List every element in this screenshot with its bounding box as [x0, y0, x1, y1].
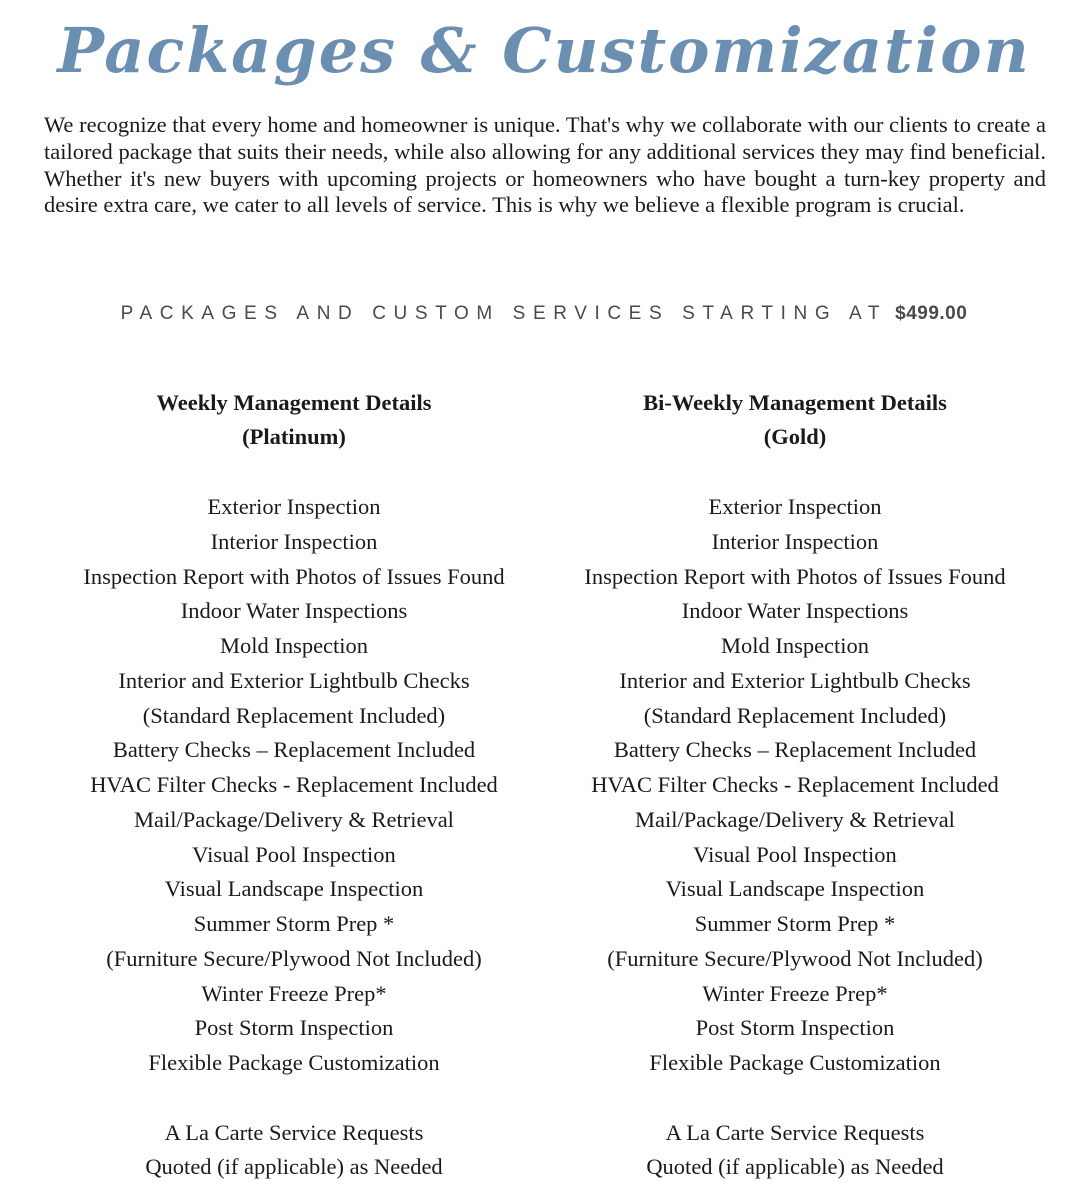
- service-item: A La Carte Service Requests: [665, 1119, 925, 1145]
- service-item: HVAC Filter Checks - Replacement Included: [90, 772, 498, 797]
- package-services-list: [545, 490, 1045, 1081]
- package-tier: (Platinum): [242, 424, 346, 449]
- service-item: (Standard Replacement Included): [643, 702, 947, 728]
- package-tier: (Gold): [763, 424, 827, 449]
- service-item: Inspection Report with Photos of Issues Found: [83, 563, 505, 589]
- service-item: Mold Inspection: [720, 633, 870, 658]
- service-item: Interior and Exterior Lightbulb Checks: [619, 667, 971, 693]
- service-item: (Furniture Secure/Plywood Not Included): [106, 945, 482, 971]
- service-item: A La Carte Service Requests: [164, 1119, 424, 1145]
- package-title: [545, 386, 1045, 454]
- page-title-text: Packages & Customization: [57, 14, 1031, 87]
- package-title-line1: Bi-Weekly Management Details: [643, 390, 947, 415]
- service-item: Visual Pool Inspection: [693, 841, 897, 867]
- intro-paragraph: We recognize that every home and homeowner is unique. That's why we collaborate with our clients to create a tailored package that suits their needs, while also allowing for any additional services they may find beneficial. Whether it's new buyers with upcoming projects or homeowners who have bought a turn-key property and desire extra care, we cater to all levels of service. This is why we believe a flexible program is crucial.: [44, 112, 1046, 218]
- package-title-line1: Weekly Management Details: [156, 390, 432, 415]
- package-platinum: [44, 386, 544, 1185]
- service-item: (Standard Replacement Included): [142, 702, 446, 728]
- service-item: Mail/Package/Delivery & Retrieval: [134, 806, 454, 832]
- page-title-script: [57, 0, 1031, 100]
- pricing-banner: [0, 303, 1088, 325]
- service-item: HVAC Filter Checks - Replacement Included: [591, 772, 999, 797]
- package-title: [44, 386, 544, 454]
- service-item: Exterior Inspection: [207, 494, 381, 519]
- service-item: Exterior Inspection: [708, 494, 882, 519]
- service-item: Mold Inspection: [219, 633, 369, 658]
- service-item: Interior Inspection: [210, 528, 378, 554]
- pricing-price: $499.00: [895, 303, 968, 324]
- service-item: Summer Storm Prep *: [694, 911, 896, 936]
- service-item: Battery Checks – Replacement Included: [613, 737, 977, 763]
- package-services-list: [44, 490, 544, 1081]
- service-item: Visual Landscape Inspection: [665, 876, 925, 902]
- service-item: Summer Storm Prep *: [193, 911, 395, 936]
- service-item: Winter Freeze Prep*: [702, 980, 888, 1006]
- service-item: Battery Checks – Replacement Included: [112, 737, 476, 763]
- service-item: Quoted (if applicable) as Needed: [646, 1154, 944, 1180]
- service-item: Post Storm Inspection: [695, 1015, 895, 1041]
- package-extra-list: [44, 1116, 544, 1185]
- service-item: Flexible Package Customization: [649, 1050, 941, 1075]
- service-item: Visual Pool Inspection: [192, 841, 396, 867]
- pricing-label: PACKAGES AND CUSTOM SERVICES STARTING AT: [120, 303, 888, 324]
- service-item: Post Storm Inspection: [194, 1015, 394, 1041]
- service-item: Interior Inspection: [711, 528, 879, 554]
- service-item: (Furniture Secure/Plywood Not Included): [607, 945, 983, 971]
- service-item: Quoted (if applicable) as Needed: [145, 1154, 443, 1180]
- service-item: Interior and Exterior Lightbulb Checks: [118, 667, 470, 693]
- package-gold: [545, 386, 1045, 1185]
- service-item: Winter Freeze Prep*: [201, 980, 387, 1006]
- page-title: [0, 0, 1088, 100]
- service-item: Indoor Water Inspections: [180, 598, 408, 624]
- service-item: Mail/Package/Delivery & Retrieval: [635, 806, 955, 832]
- service-item: Visual Landscape Inspection: [164, 876, 424, 902]
- service-item: Indoor Water Inspections: [681, 598, 909, 624]
- service-item: Inspection Report with Photos of Issues Found: [584, 563, 1006, 589]
- service-item: Flexible Package Customization: [148, 1050, 440, 1075]
- package-extra-list: [545, 1116, 1045, 1185]
